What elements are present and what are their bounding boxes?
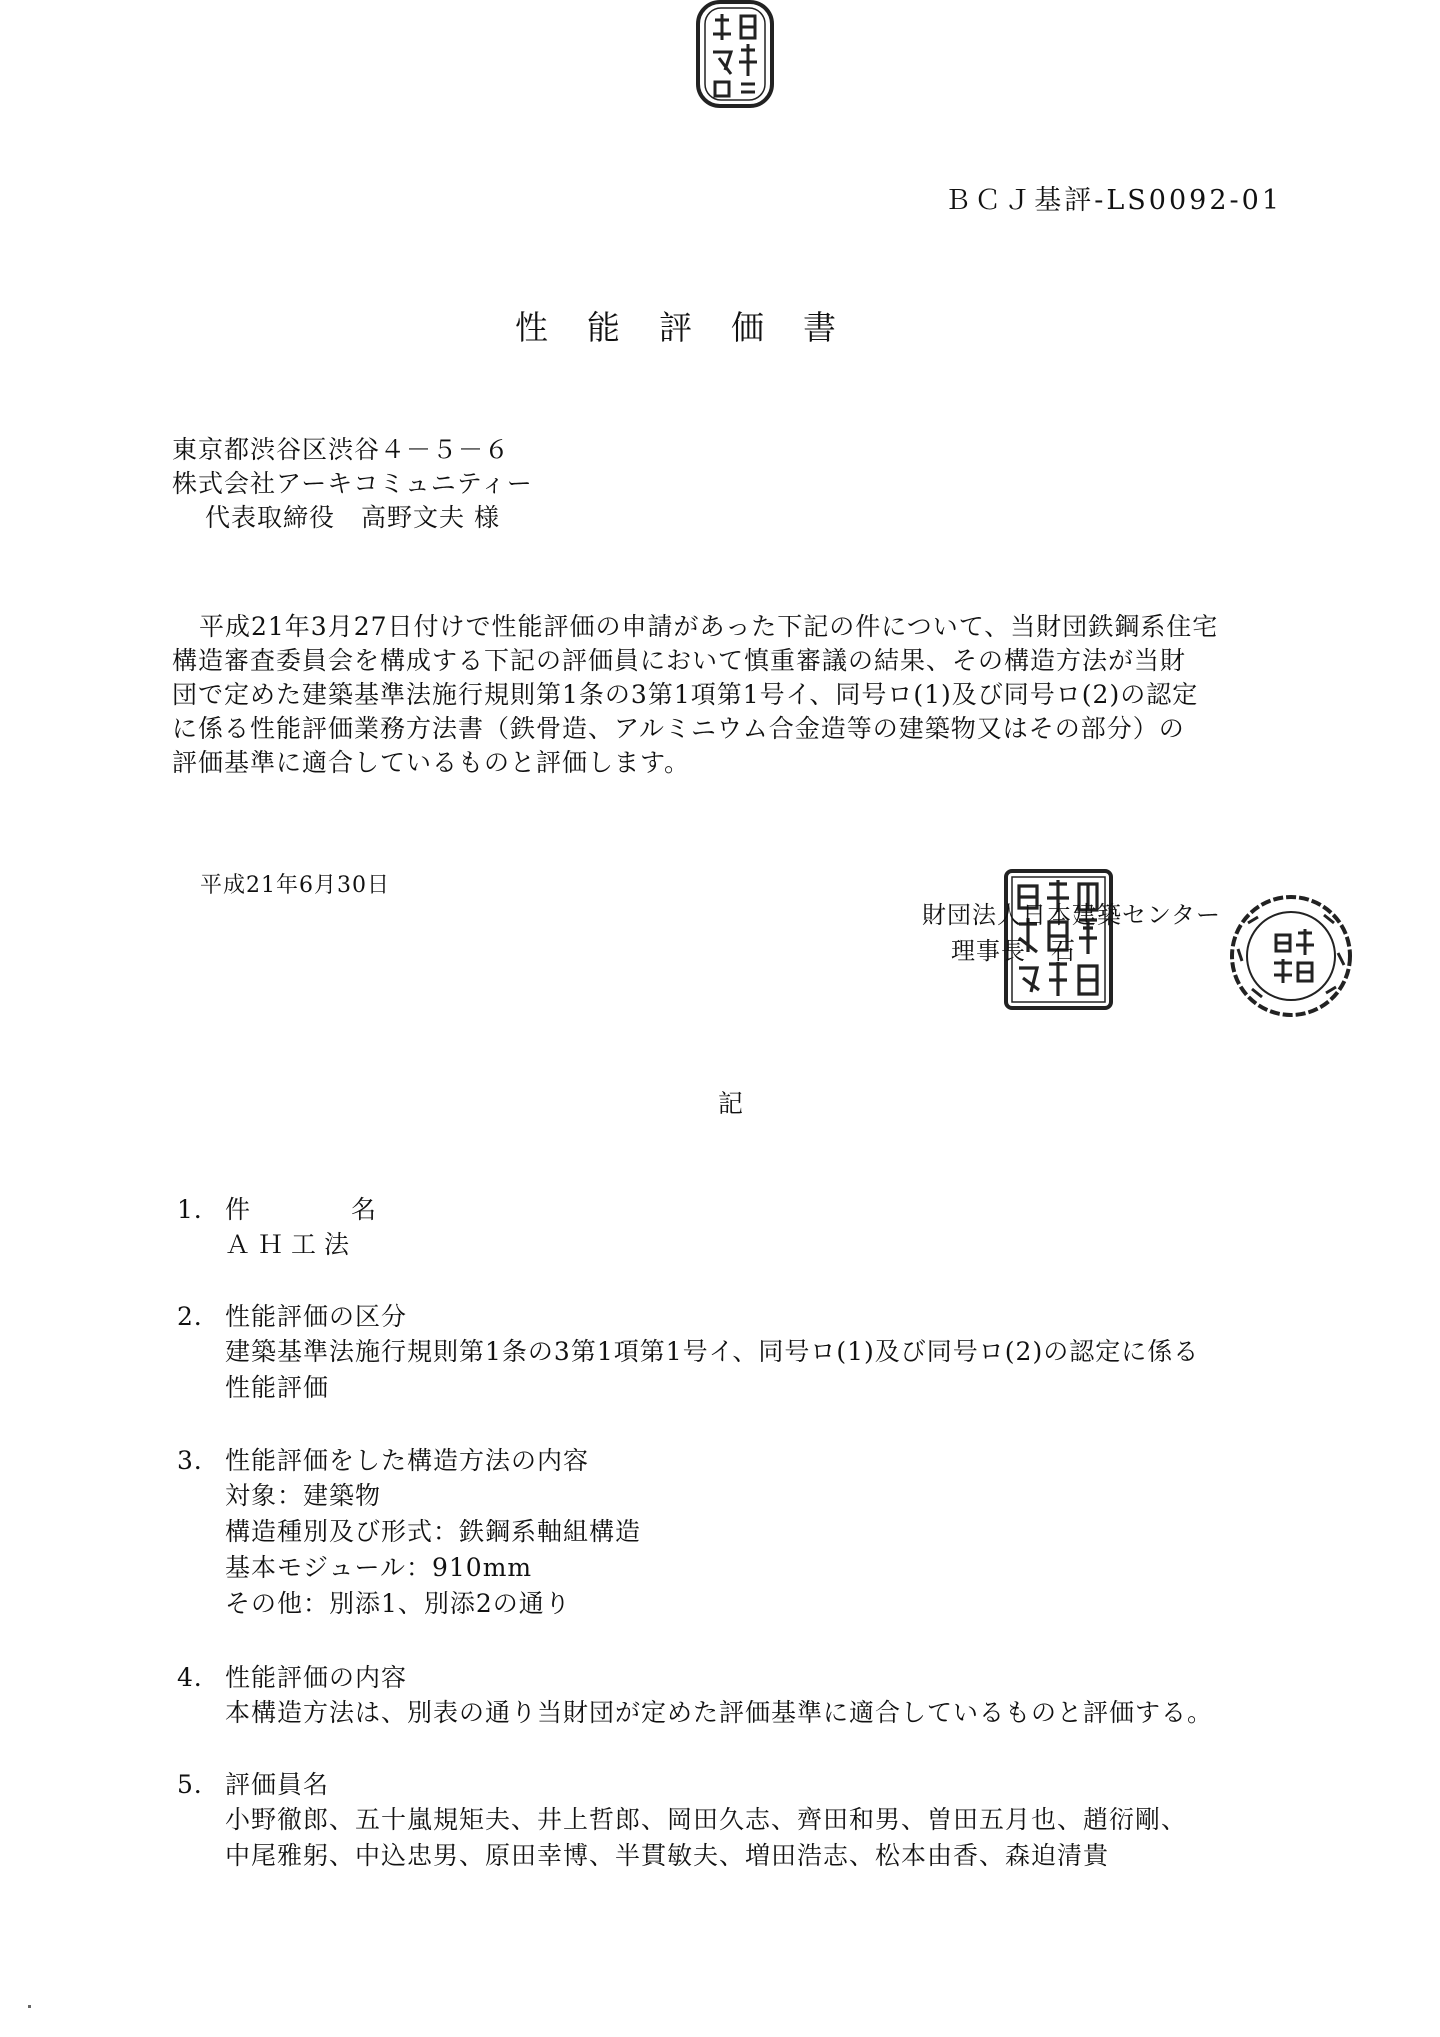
- addressee-address: 東京都渋谷区渋谷４－５－６: [172, 435, 511, 464]
- item-line: 構造種別及び形式：鉄鋼系軸組構造: [225, 1517, 642, 1546]
- top-seal-icon: [695, 0, 775, 114]
- item-line: 本構造方法は、別表の通り当財団が定めた評価基準に適合しているものと評価する。: [225, 1698, 1214, 1727]
- item-line: 中尾雅躬、中込忠男、原田幸博、半貫敏夫、増田浩志、松本由香、森迫清貴: [225, 1841, 1110, 1870]
- item-heading: 件 名: [225, 1195, 415, 1224]
- body-line: 団で定めた建築基準法施行規則第1条の3第1項第1号イ、同号ロ(1)及び同号ロ(2)の認定: [172, 680, 1199, 709]
- item-line: 基本モジュール：910mm: [225, 1553, 533, 1582]
- item-line: その他：別添1、別添2の通り: [225, 1589, 571, 1618]
- issue-date: 平成21年6月30日: [200, 873, 390, 898]
- item-heading: 性能評価の区分: [225, 1302, 408, 1331]
- addressee-block: [172, 433, 533, 535]
- item-line: ＡＨ工法: [225, 1230, 358, 1259]
- item-line: 小野徹郎、五十嵐規矩夫、井上哲郎、岡田久志、齊田和男、曽田五月也、趙衍剛、: [225, 1805, 1188, 1834]
- item-line: 性能評価: [225, 1373, 330, 1402]
- item-heading: 評価員名: [225, 1770, 330, 1799]
- item-line: 建築基準法施行規則第1条の3第1項第1号イ、同号ロ(1)及び同号ロ(2)の認定に係る: [225, 1337, 1200, 1366]
- item-heading: 性能評価の内容: [225, 1663, 408, 1692]
- list-item: [172, 1444, 641, 1622]
- addressee-company: 株式会社アーキコミュニティー: [172, 469, 533, 498]
- body-paragraph: [172, 610, 1290, 780]
- item-number: 1．: [177, 1195, 220, 1224]
- list-item: [172, 1193, 414, 1263]
- item-number: 4．: [177, 1663, 220, 1692]
- list-item: [172, 1300, 1199, 1406]
- item-heading: 性能評価をした構造方法の内容: [225, 1446, 590, 1475]
- round-seal-icon: [1228, 893, 1354, 1019]
- issuer-block: [922, 897, 1221, 969]
- scan-speck: [28, 2005, 31, 2008]
- document-title: 性能評価書: [515, 308, 875, 347]
- body-line: に係る性能評価業務方法書（鉄骨造、アルミニウム合金造等の建築物又はその部分）の: [172, 714, 1185, 743]
- item-number: 3．: [177, 1446, 220, 1475]
- list-item: [172, 1768, 1187, 1874]
- addressee-representative: 代表取締役 高野文夫 様: [205, 503, 500, 532]
- item-number: 2．: [177, 1302, 220, 1331]
- issuer-title: 理事長 石: [951, 937, 1076, 965]
- body-line: 構造審査委員会を構成する下記の評価員において慎重審議の結果、その構造方法が当財: [172, 646, 1187, 675]
- issuer-organization: 財団法人日本建築センター: [922, 901, 1222, 929]
- document-number: ＢＣＪ基評-LS0092-01: [944, 185, 1282, 216]
- body-line: 平成21年3月27日付けで性能評価の申請があった下記の件について、当財団鉄鋼系住宅: [199, 612, 1219, 641]
- item-line: 対象：建築物: [225, 1481, 382, 1510]
- ki-heading: 記: [718, 1089, 744, 1118]
- body-line: 評価基準に適合しているものと評価します。: [172, 748, 691, 777]
- item-number: 5．: [177, 1770, 220, 1799]
- list-item: [172, 1661, 1213, 1731]
